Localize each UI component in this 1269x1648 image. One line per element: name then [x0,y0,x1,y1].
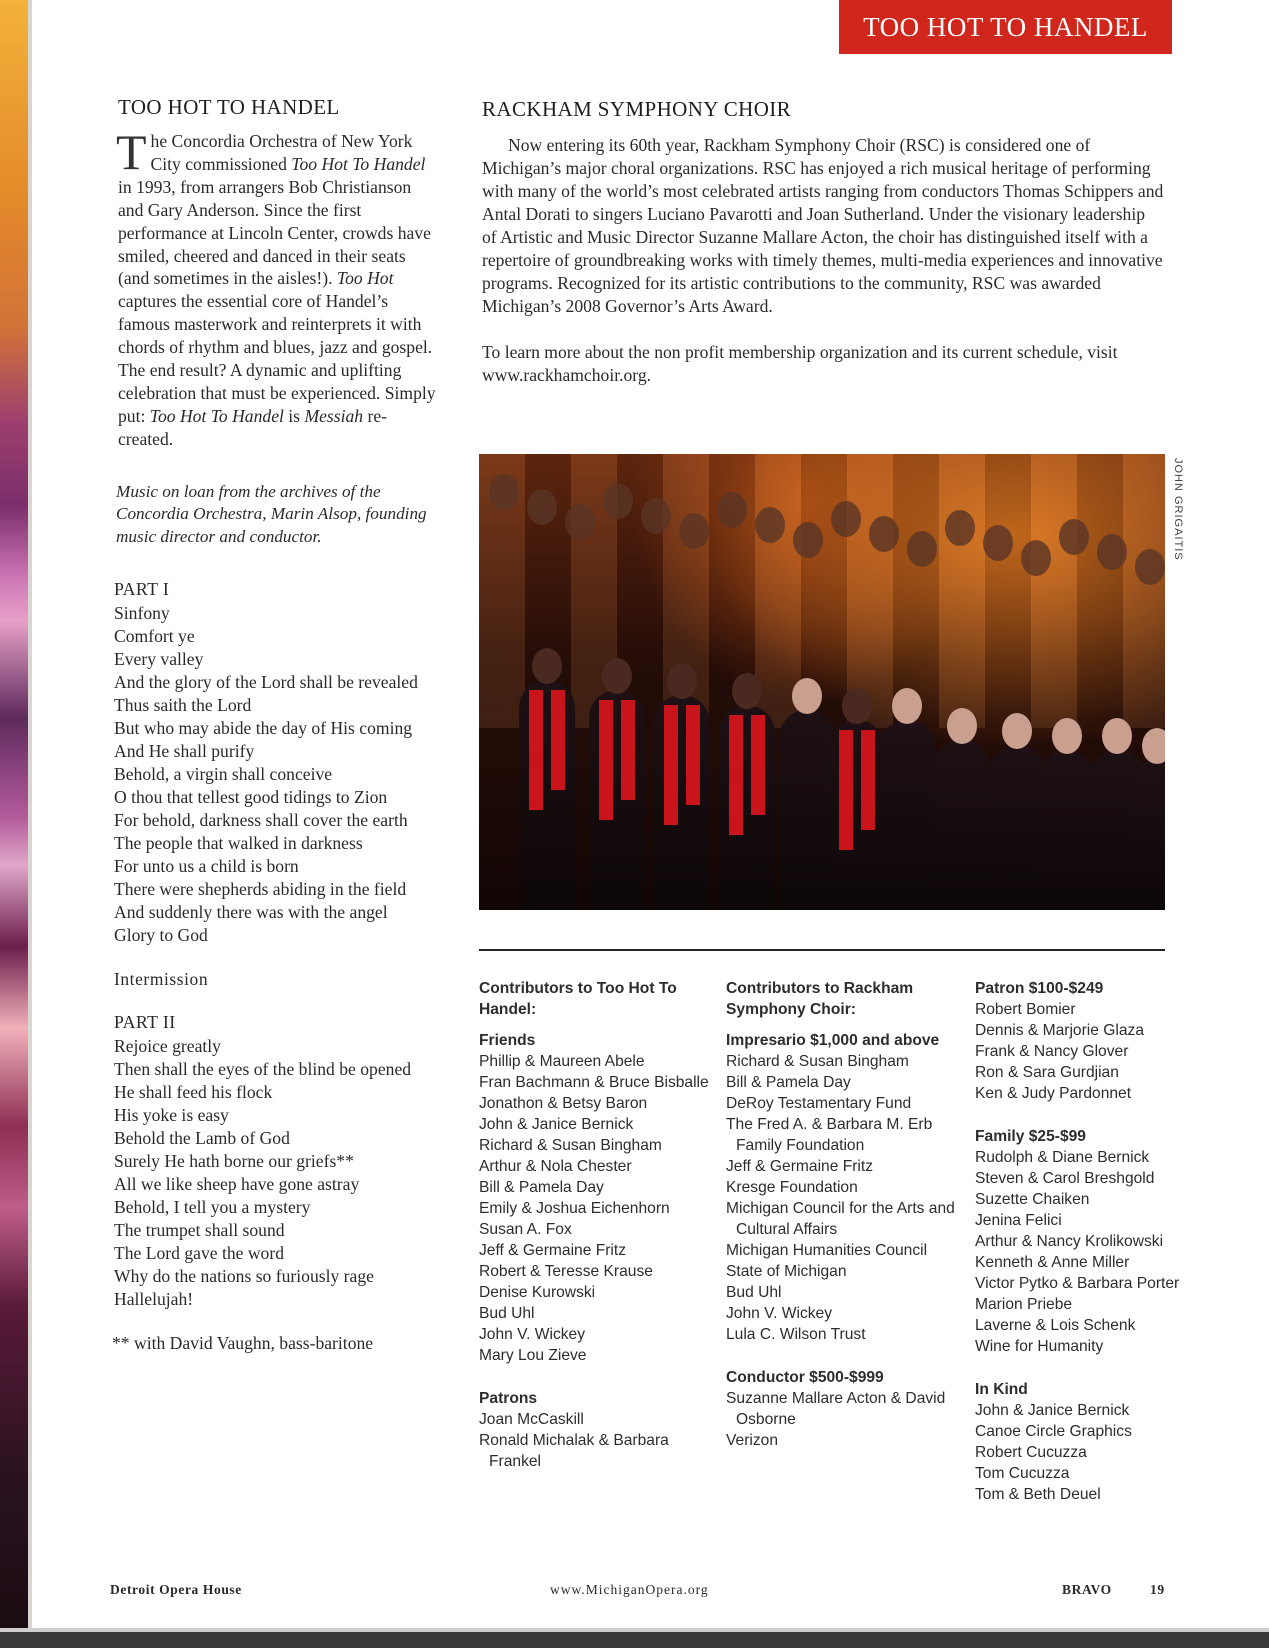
choir-member-head [565,504,595,540]
choir-member-head [892,688,922,724]
in-kind-title: In Kind [975,1381,1028,1398]
section-divider [479,949,1165,951]
patrons-list [479,1409,709,1472]
program-item: Why do the nations so furiously rage [114,1266,374,1287]
contributor-name: Richard & Susan Bingham [726,1053,909,1070]
contributor-name: Lula C. Wilson Trust [726,1326,866,1343]
conductor-title: Conductor $500-$999 [726,1369,884,1386]
contributor-name: Verizon [726,1432,779,1449]
contributor-name: Arthur & Nancy Krolikowski [975,1233,1164,1250]
red-scarf [599,700,613,820]
choir-member-head [1142,728,1165,764]
choir-member-head [792,678,822,714]
choir-member-head [532,648,562,684]
contributor-name: Jonathon & Betsy Baron [479,1095,648,1112]
program-item: Rejoice greatly [114,1036,221,1057]
program-column [112,95,438,1354]
program-item: He shall feed his flock [114,1082,273,1103]
program-item: The trumpet shall sound [114,1220,285,1241]
program-item: Every valley [114,649,204,670]
red-scarf [529,690,543,810]
contributor-name: Frank & Nancy Glover [975,1043,1129,1060]
choir-member-head [527,489,557,525]
choir-member-head [1059,519,1089,555]
choir-member-head [667,663,697,699]
contributor-name: Victor Pytko & Barbara Porter [975,1275,1180,1292]
rsc-title: RACKHAM SYMPHONY CHOIR [482,97,792,121]
contributors-rsc [726,978,964,1451]
section-tab: TOO HOT TO HANDEL [839,0,1172,54]
choir-member-head [1052,718,1082,754]
choir-member [879,720,935,910]
program-item: The people that walked in darkness [114,833,363,854]
contributor-name: Wine for Humanity [975,1338,1104,1355]
contributors-levels [975,978,1225,1505]
program-item: And He shall purify [114,741,255,762]
page-number: 19 [1150,1582,1165,1597]
choir-member-head [947,708,977,744]
contributor-name: Jeff & Germaine Fritz [479,1242,627,1259]
contributor-name: Susan A. Fox [479,1221,572,1238]
choir-member-head [869,516,899,552]
choir-member-head [1002,713,1032,749]
choir-member [1039,750,1095,910]
program-intro-text [116,124,436,449]
contributors-too-hot [479,978,709,1472]
footer-venue: Detroit Opera House [110,1582,242,1597]
choir-member-head [717,492,747,528]
choir-member-head [489,474,519,510]
choir-member [519,680,575,910]
contributor-name: Robert Cucuzza [975,1444,1087,1461]
choir-member [989,745,1045,910]
contributor-name: Laverne & Lois Schenk [975,1317,1136,1334]
photo-credit: JOHN GRIGAITIS [1172,458,1184,561]
rsc-more-info: To learn more about the non profit membership organization and its current schedule, visit www.rackhamchoir.org. [482,342,1118,385]
red-scarf [839,730,853,850]
contributor-name: Rudolph & Diane Bernick [975,1149,1150,1166]
program-item: Behold, I tell you a mystery [114,1197,311,1218]
program-item: Then shall the eyes of the blind be opened [114,1059,412,1080]
program-item: Thus saith the Lord [114,695,252,716]
contributor-name: Joan McCaskill [479,1411,584,1428]
part-one-list [114,602,438,947]
intro-run: is [283,405,305,426]
contributor-name: Steven & Carol Breshgold [975,1170,1155,1187]
contributor-name: Robert Bomier [975,1001,1076,1018]
program-item: Hallelujah! [114,1289,194,1310]
choir-member [829,720,885,910]
red-scarf [621,700,635,800]
title-italic: Too Hot To Handel [149,405,284,426]
intro-run: re-created. [118,405,388,449]
contributor-name: Marion Priebe [975,1296,1073,1313]
part-two-list [114,1035,438,1311]
contributor-name: Jenina Felici [975,1212,1062,1229]
contributor-name: Bill & Pamela Day [479,1179,604,1196]
contributor-name: Dennis & Marjorie Glaza [975,1022,1144,1039]
hall-wall [479,454,1165,728]
contributor-name: Phillip & Maureen Abele [479,1053,645,1070]
contributor-name: John & Janice Bernick [975,1402,1130,1419]
contributor-name: Arthur & Nola Chester [479,1158,632,1175]
contributor-name: Kenneth & Anne Miller [975,1254,1130,1271]
program-item: Comfort ye [114,626,195,647]
title-italic: Too Hot To Handel [291,153,426,174]
contributor-name: Suzette Chaiken [975,1191,1090,1208]
patron-level-title: Patron $100-$249 [975,980,1104,997]
friends-title: Friends [479,1032,536,1049]
contributor-name: John & Janice Bernick [479,1116,634,1133]
contributor-name: Denise Kurowski [479,1284,596,1301]
choir-member [779,710,835,910]
contributor-name: Ken & Judy Pardonnet [975,1085,1132,1102]
contributors-heading: Contributors to Too Hot To Handel: [479,980,677,1018]
choir-member [719,705,775,910]
program-item: Sinfony [114,603,170,624]
in-kind-list [975,1400,1225,1505]
music-credit: Music on loan from the archives of the Concordia Orchestra, Marin Alsop, founding music director and conductor. [116,481,427,547]
program-title: TOO HOT TO HANDEL [118,95,340,119]
program-item: For unto us a child is born [114,856,299,877]
contributor-name: Tom Cucuzza [975,1465,1070,1482]
contributor-name: Jeff & Germaine Fritz [726,1158,874,1175]
footer-website: www.MichiganOpera.org [550,1582,709,1597]
conductor-list [726,1388,964,1451]
family-level-title: Family $25-$99 [975,1128,1086,1145]
contributor-name: The Fred A. & Barbara M. Erb Family Foundation [726,1116,933,1154]
program-intro [116,124,438,451]
page-gutter [28,0,32,1632]
choir-member-head [641,498,671,534]
contributor-name: Suzanne Mallare Acton & David Osborne [726,1390,946,1428]
program-item: And suddenly there was with the angel [114,902,388,923]
program-item: There were shepherds abiding in the field [114,879,407,900]
program-item: All we like sheep have gone astray [114,1174,360,1195]
impresario-list [726,1051,964,1345]
part-one-title: PART I [114,579,170,600]
choir-member-head [1021,540,1051,576]
program-item: But who may abide the day of His coming [114,718,413,739]
choir-member-head [983,525,1013,561]
choir-member [654,695,710,910]
contributors-heading: Contributors to Rackham Symphony Choir: [726,980,914,1018]
contributor-name: Mary Lou Zieve [479,1347,587,1364]
choir-member-head [1135,549,1165,585]
rsc-description: Now entering its 60th year, Rackham Symphony Choir (RSC) is considered one of Michigan’s major choral organizations. RSC has enjoyed a rich musical heritage of performing with many of the world’s most celebrated artists ranging from conductors Thomas Schippers and Antal Dorati to singers Luciano Pavarotti and Joan Sutherland. Under the visionary leadership of Artistic and Music Director Suzanne Mallare Acton, the choir has distinguished itself with a repertoire of groundbreaking works with timely themes, multi-media experiences and innovative programs. Recognized for its artistic contributions to the community, RSC was awarded Michigan’s 2008 Governor’s Arts Award. [482,135,1164,316]
friends-list [479,1051,709,1366]
contributor-name: Ron & Sara Gurdjian [975,1064,1119,1081]
rsc-section [482,97,1164,387]
choir-member-head [602,658,632,694]
choir-member-head [907,531,937,567]
footer-magazine: BRAVO [1062,1582,1112,1597]
choir-member-head [1102,718,1132,754]
red-scarf [664,705,678,825]
contributor-name: DeRoy Testamentary Fund [726,1095,912,1112]
program-item: And the glory of the Lord shall be revealed [114,672,418,693]
program-item: Behold the Lamb of God [114,1128,290,1149]
part-two-title: PART II [114,1012,176,1033]
choir-member-head [793,522,823,558]
choir-member [934,740,990,910]
program-item: Glory to God [114,925,208,946]
intermission-label: Intermission [114,969,209,990]
program-item: For behold, darkness shall cover the earth [114,810,408,831]
patrons-title: Patrons [479,1390,538,1407]
choir-member-head [679,513,709,549]
contributor-name: Bud Uhl [726,1284,782,1301]
scan-bottom-band [0,1632,1269,1648]
contributor-name: State of Michigan [726,1263,847,1280]
choir-member-head [755,507,785,543]
choir-member-head [1097,534,1127,570]
program-item: O thou that tellest good tidings to Zion [114,787,388,808]
contributor-name: Emily & Joshua Eichenhorn [479,1200,670,1217]
contributor-name: Bill & Pamela Day [726,1074,851,1091]
red-scarf [686,705,700,805]
program-item: His yoke is easy [114,1105,229,1126]
contributor-name: Bud Uhl [479,1305,535,1322]
contributor-name: Michigan Humanities Council [726,1242,928,1259]
red-scarf [729,715,743,835]
contributor-name: Kresge Foundation [726,1179,858,1196]
choir-photo [479,454,1165,910]
choir-member-head [842,688,872,724]
family-level-list [975,1147,1225,1357]
intro-run: he Concordia Orchestra of New York City commissioned [150,131,413,174]
contributor-name: Michigan Council for the Arts and Cultural Affairs [726,1200,955,1238]
choir-member-head [732,673,762,709]
contributor-name: Tom & Beth Deuel [975,1486,1101,1503]
program-item: The Lord gave the word [114,1243,285,1264]
title-italic: Too Hot [336,268,394,289]
title-italic: Messiah [304,405,364,426]
impresario-title: Impresario $1,000 and above [726,1032,940,1049]
drop-cap: T [116,124,147,180]
contributor-name: Robert & Teresse Krause [479,1263,653,1280]
intro-run: in 1993, from arrangers Bob Christianson and Gary Anderson. Since the first performance at Lincoln Center, crowds have smiled, cheered and danced in their seats (and sometimes in the aisles!). [118,176,431,289]
contributor-name: Richard & Susan Bingham [479,1137,662,1154]
intro-run: captures the essential core of Handel’s famous masterwork and reinterprets it with chords of rhythm and blues, jazz and gospel. The end result? A dynamic and uplifting celebration that must be experienced. Simply put: [118,291,436,426]
adjacent-page-edge [0,0,30,1632]
choir-member [1129,760,1165,910]
program-item: Surely He hath borne our griefs** [114,1151,354,1172]
contributor-name: Canoe Circle Graphics [975,1423,1132,1440]
red-scarf [551,690,565,790]
contributor-name: John V. Wickey [726,1305,833,1322]
program-item: Behold, a virgin shall conceive [114,764,333,785]
choir-member-head [603,483,633,519]
choir-member [589,690,645,910]
red-scarf [861,730,875,830]
contributor-name: John V. Wickey [479,1326,586,1343]
choir-member-head [945,510,975,546]
choir-member-head [831,501,861,537]
patron-level-list [975,999,1225,1104]
contributor-name: Fran Bachmann & Bruce Bisballe [479,1074,709,1091]
contributor-name: Ronald Michalak & Barbara Frankel [479,1432,669,1470]
red-scarf [751,715,765,815]
performer-note: ** with David Vaughn, bass-baritone [112,1333,374,1354]
